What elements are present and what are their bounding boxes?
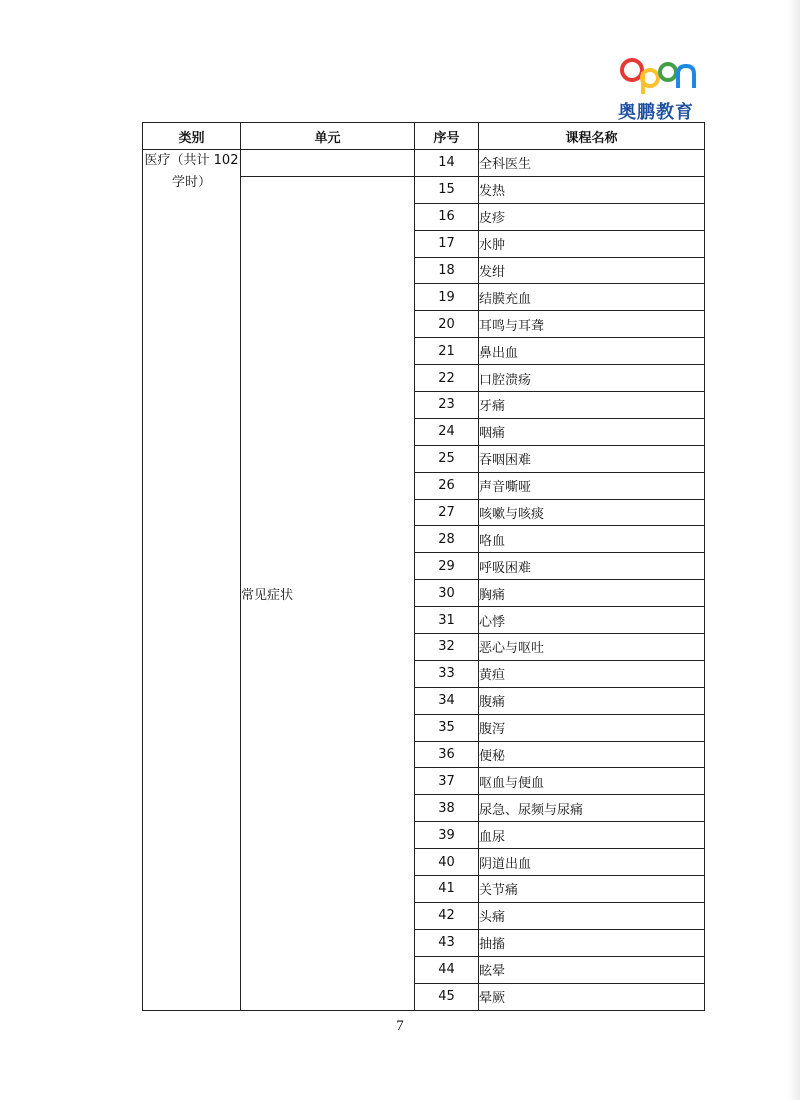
open-education-logo (616, 58, 696, 122)
course-name: 阴道出血 (479, 849, 705, 876)
row-number: 45 (415, 983, 479, 1010)
course-table (142, 122, 705, 1011)
category-cell: 医疗（共计 102 学时） (143, 150, 241, 1011)
page-number: 7 (396, 1018, 404, 1034)
course-name: 吞咽困难 (479, 445, 705, 472)
course-name: 呼吸困难 (479, 553, 705, 580)
table-row (143, 150, 705, 177)
row-number: 39 (415, 822, 479, 849)
course-name: 结膜充血 (479, 284, 705, 311)
table-header-row (143, 123, 705, 150)
course-name: 咳嗽与咳痰 (479, 499, 705, 526)
course-name: 耳鸣与耳聋 (479, 311, 705, 338)
course-name: 便秘 (479, 741, 705, 768)
course-name: 血尿 (479, 822, 705, 849)
row-number: 14 (415, 150, 479, 177)
row-number: 34 (415, 687, 479, 714)
course-name: 恶心与呕吐 (479, 634, 705, 661)
row-number: 31 (415, 607, 479, 634)
course-name: 黄疸 (479, 660, 705, 687)
header-category: 类别 (143, 123, 241, 150)
course-name: 晕厥 (479, 983, 705, 1010)
course-name: 发热 (479, 176, 705, 203)
row-number: 43 (415, 929, 479, 956)
open-logo-icon (616, 58, 696, 98)
header-course-name: 课程名称 (479, 123, 705, 150)
row-number: 21 (415, 338, 479, 365)
course-name: 眩晕 (479, 956, 705, 983)
row-number: 29 (415, 553, 479, 580)
course-name: 心悸 (479, 607, 705, 634)
course-name: 关节痛 (479, 876, 705, 903)
unit-cell-empty (241, 150, 415, 177)
logo-text: 奥鹏教育 (618, 102, 694, 123)
row-number: 38 (415, 795, 479, 822)
course-name: 腹痛 (479, 687, 705, 714)
course-name: 牙痛 (479, 392, 705, 419)
course-name: 咽痛 (479, 418, 705, 445)
row-number: 17 (415, 230, 479, 257)
course-name: 尿急、尿频与尿痛 (479, 795, 705, 822)
table-body (143, 150, 705, 1011)
course-name: 声音嘶哑 (479, 472, 705, 499)
header-unit: 单元 (241, 123, 415, 150)
course-name: 口腔溃疡 (479, 365, 705, 392)
row-number: 24 (415, 418, 479, 445)
row-number: 36 (415, 741, 479, 768)
row-number: 40 (415, 849, 479, 876)
row-number: 44 (415, 956, 479, 983)
course-name: 呕血与便血 (479, 768, 705, 795)
course-name: 抽搐 (479, 929, 705, 956)
row-number: 41 (415, 876, 479, 903)
row-number: 23 (415, 392, 479, 419)
row-number: 15 (415, 176, 479, 203)
scan-edge-shadow (788, 0, 800, 1100)
course-name: 胸痛 (479, 580, 705, 607)
row-number: 19 (415, 284, 479, 311)
unit-cell: 常见症状 (241, 176, 415, 1010)
course-name: 鼻出血 (479, 338, 705, 365)
row-number: 28 (415, 526, 479, 553)
row-number: 18 (415, 257, 479, 284)
row-number: 42 (415, 902, 479, 929)
header-number: 序号 (415, 123, 479, 150)
row-number: 22 (415, 365, 479, 392)
row-number: 30 (415, 580, 479, 607)
row-number: 33 (415, 660, 479, 687)
course-name: 头痛 (479, 902, 705, 929)
row-number: 35 (415, 714, 479, 741)
course-name: 发绀 (479, 257, 705, 284)
row-number: 20 (415, 311, 479, 338)
course-name: 腹泻 (479, 714, 705, 741)
row-number: 26 (415, 472, 479, 499)
row-number: 32 (415, 634, 479, 661)
course-name: 全科医生 (479, 150, 705, 177)
row-number: 37 (415, 768, 479, 795)
row-number: 16 (415, 203, 479, 230)
course-name: 皮疹 (479, 203, 705, 230)
row-number: 25 (415, 445, 479, 472)
course-name: 咯血 (479, 526, 705, 553)
row-number: 27 (415, 499, 479, 526)
course-name: 水肿 (479, 230, 705, 257)
